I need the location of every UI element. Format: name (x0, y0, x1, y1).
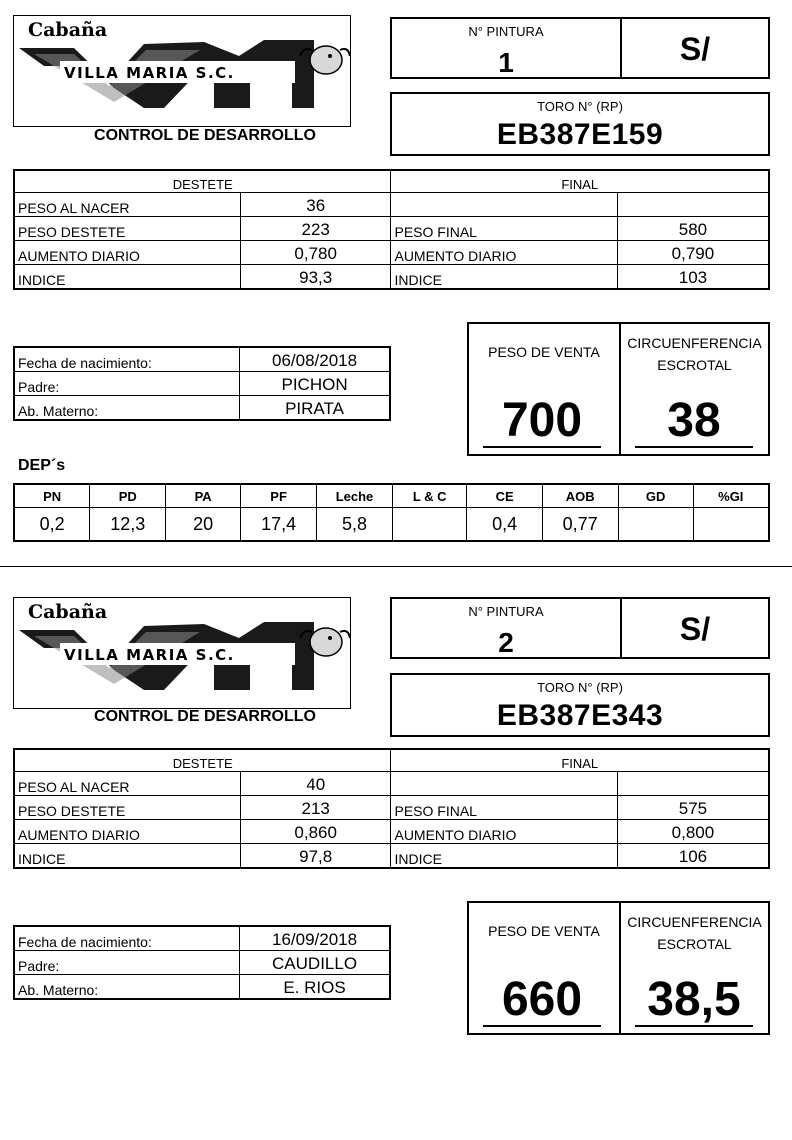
dep-value: 0,4 (467, 508, 542, 542)
deps-header-row (14, 484, 769, 508)
table-row (14, 772, 769, 796)
venta-box (467, 322, 770, 456)
dep-header: %GI (693, 484, 769, 508)
deps-table (13, 483, 770, 542)
circunferencia-value: 38,5 (635, 975, 753, 1027)
table-row (14, 820, 769, 844)
peso-nacer-value: 36 (240, 193, 391, 217)
toro-box (390, 92, 770, 156)
pintura-s-value: S/ (679, 611, 711, 647)
pintura-label: N° PINTURA (468, 604, 544, 619)
circunferencia-value: 38 (635, 396, 753, 448)
circunferencia-label (621, 332, 768, 376)
fecha-label: Fecha de nacimiento: (14, 926, 240, 951)
aumento-final-value: 0,800 (617, 820, 769, 844)
card-2 (0, 580, 792, 1140)
fecha-label: Fecha de nacimiento: (14, 347, 240, 372)
pedigree-table (13, 925, 391, 1000)
peso-final-value: 575 (617, 796, 769, 820)
vm-logo-graphic (14, 16, 351, 127)
dep-header: PD (90, 484, 166, 508)
aumento-final-value: 0,790 (617, 241, 769, 265)
peso-final-value: 580 (617, 217, 769, 241)
pintura-label: N° PINTURA (468, 24, 544, 39)
pintura-number: 2 (498, 627, 514, 658)
control-title: CONTROL DE DESARROLLO (94, 708, 316, 725)
fecha-value: 06/08/2018 (240, 347, 390, 372)
venta-box (467, 901, 770, 1035)
toro-rp-value: EB387E343 (496, 699, 664, 732)
table-row (14, 241, 769, 265)
dep-header: Leche (317, 484, 393, 508)
indice-destete-label: INDICE (14, 844, 240, 869)
dep-value: 12,3 (90, 508, 166, 542)
toro-label: TORO N° (RP) (537, 680, 623, 695)
circunferencia-label (621, 911, 768, 955)
table-row (14, 951, 390, 975)
dep-value: 0,2 (14, 508, 90, 542)
table-row (14, 193, 769, 217)
indice-final-value: 106 (617, 844, 769, 869)
card-1 (0, 0, 792, 560)
dep-header: GD (618, 484, 693, 508)
table-row (14, 396, 390, 421)
circunferencia-label-1: CIRCUENFERENCIA (627, 914, 762, 930)
dep-value: 17,4 (241, 508, 317, 542)
logo-villa-maria-text: VILLA MARIA S.C. (64, 646, 235, 664)
peso-final-label: PESO FINAL (391, 796, 617, 820)
vm-logo-graphic (14, 598, 351, 709)
padre-label: Padre: (14, 951, 240, 975)
destete-header: DESTETE (14, 749, 391, 772)
materno-label: Ab. Materno: (14, 396, 240, 421)
dep-header: CE (467, 484, 542, 508)
padre-label: Padre: (14, 372, 240, 396)
indice-destete-value: 97,8 (240, 844, 391, 869)
dep-value: 5,8 (317, 508, 393, 542)
aumento-destete-label: AUMENTO DIARIO (14, 820, 240, 844)
table-row (14, 796, 769, 820)
indice-final-value: 103 (617, 265, 769, 290)
aumento-destete-label: AUMENTO DIARIO (14, 241, 240, 265)
table-row (14, 372, 390, 396)
circunferencia-label-1: CIRCUENFERENCIA (627, 335, 762, 351)
peso-destete-value: 213 (240, 796, 391, 820)
padre-value: CAUDILLO (240, 951, 390, 975)
dep-value (693, 508, 769, 542)
fecha-value: 16/09/2018 (240, 926, 390, 951)
indice-final-label: INDICE (391, 265, 617, 290)
dep-header: AOB (542, 484, 618, 508)
desarrollo-table (13, 169, 770, 290)
dep-header: L & C (393, 484, 467, 508)
dep-value (393, 508, 467, 542)
toro-rp-value: EB387E159 (496, 118, 664, 151)
materno-value: PIRATA (240, 396, 390, 421)
dep-header: PF (241, 484, 317, 508)
pintura-s-value: S/ (679, 31, 711, 67)
peso-nacer-label: PESO AL NACER (14, 772, 240, 796)
final-header: FINAL (391, 170, 769, 193)
table-row (14, 217, 769, 241)
dep-value (618, 508, 693, 542)
deps-label: DEP´s (18, 457, 66, 474)
aumento-destete-value: 0,780 (240, 241, 391, 265)
peso-destete-label: PESO DESTETE (14, 217, 240, 241)
deps-value-row (14, 508, 769, 542)
padre-value: PICHON (240, 372, 390, 396)
table-row (14, 975, 390, 1000)
table-row (14, 265, 769, 290)
peso-nacer-value: 40 (240, 772, 391, 796)
materno-value: E. RIOS (240, 975, 390, 1000)
table-row (14, 347, 390, 372)
indice-final-label: INDICE (391, 844, 617, 869)
indice-destete-value: 93,3 (240, 265, 391, 290)
cabana-villa-maria-logo (13, 597, 351, 709)
circunferencia-label-2: ESCROTAL (657, 936, 732, 952)
aumento-final-label: AUMENTO DIARIO (391, 241, 617, 265)
pintura-number: 1 (498, 47, 514, 78)
dep-value: 0,77 (542, 508, 618, 542)
cabana-villa-maria-logo (13, 15, 351, 127)
materno-label: Ab. Materno: (14, 975, 240, 1000)
table-row (14, 926, 390, 951)
peso-nacer-label: PESO AL NACER (14, 193, 240, 217)
pedigree-table (13, 346, 391, 421)
logo-cabana-text: Cabaña (28, 601, 108, 623)
peso-venta-label: PESO DE VENTA (488, 344, 600, 360)
aumento-destete-value: 0,860 (240, 820, 391, 844)
table-row (14, 844, 769, 869)
toro-label: TORO N° (RP) (537, 99, 623, 114)
peso-final-label: PESO FINAL (391, 217, 617, 241)
destete-header: DESTETE (14, 170, 391, 193)
dep-header: PA (166, 484, 241, 508)
control-title: CONTROL DE DESARROLLO (94, 127, 316, 144)
logo-villa-maria-text: VILLA MARIA S.C. (64, 64, 235, 82)
pintura-box (390, 597, 770, 659)
dep-header: PN (14, 484, 90, 508)
indice-destete-label: INDICE (14, 265, 240, 290)
peso-destete-label: PESO DESTETE (14, 796, 240, 820)
final-header: FINAL (391, 749, 769, 772)
toro-box (390, 673, 770, 737)
card-separator (0, 566, 792, 567)
peso-venta-value: 660 (483, 975, 601, 1027)
peso-venta-label: PESO DE VENTA (488, 923, 600, 939)
aumento-final-label: AUMENTO DIARIO (391, 820, 617, 844)
peso-venta-value: 700 (483, 396, 601, 448)
dep-value: 20 (166, 508, 241, 542)
pintura-box (390, 17, 770, 79)
desarrollo-table (13, 748, 770, 869)
logo-cabana-text: Cabaña (28, 19, 108, 41)
peso-destete-value: 223 (240, 217, 391, 241)
circunferencia-label-2: ESCROTAL (657, 357, 732, 373)
